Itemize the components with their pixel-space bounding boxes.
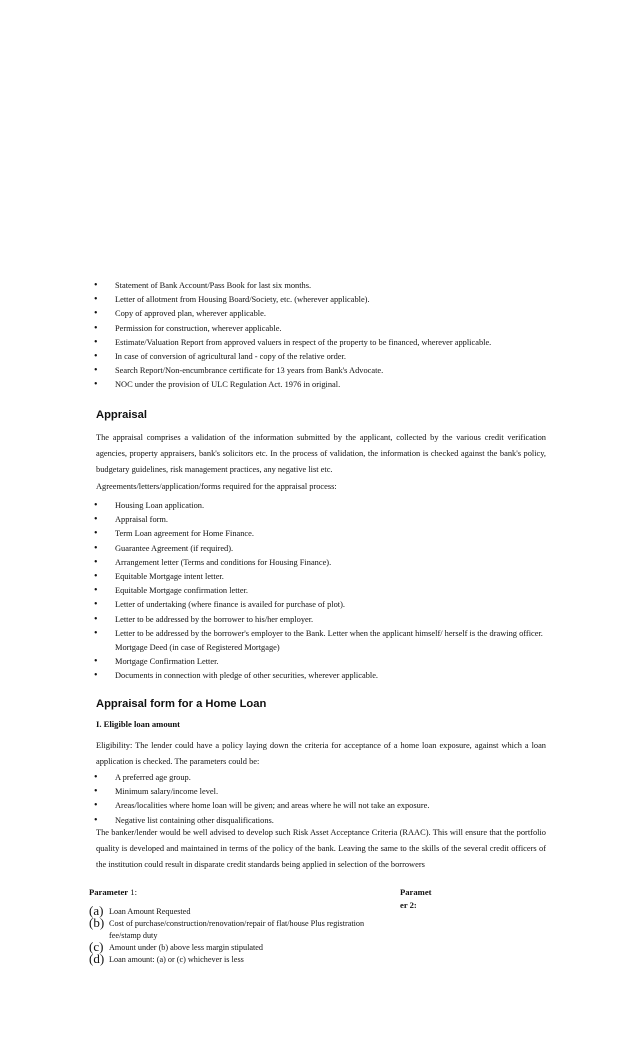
list-item: • Guarantee Agreement (if required).: [94, 542, 554, 556]
documents-list: [94, 279, 554, 393]
list-item: • Letter to be addressed by the borrower to his/her employer.: [94, 613, 554, 627]
list-item: • Areas/localities where home loan will be given; and areas where he will not take an exposure.: [94, 799, 554, 813]
parameter-1-items: [89, 903, 389, 966]
list-item: • Search Report/Non-encumbrance certificate for 13 years from Bank's Advocate.: [94, 364, 554, 378]
parameter-item: (a) Loan Amount Requested: [89, 903, 191, 918]
bullet-icon: •: [94, 514, 98, 526]
list-item: • A preferred age group.: [94, 771, 554, 785]
bullet-icon: •: [94, 656, 98, 668]
list-item: • Appraisal form.: [94, 513, 554, 527]
bullet-icon: •: [94, 336, 98, 348]
parameter-item: (b) Cost of purchase/construction/renovation/repair of flat/house Plus registration fee/stamp duty: [89, 914, 365, 940]
list-item: • Negative list containing other disqualifications.: [94, 814, 554, 828]
list-item: • Mortgage Confirmation Letter.: [94, 655, 554, 669]
bullet-icon: •: [94, 351, 98, 363]
list-item: • Copy of approved plan, wherever applicable.: [94, 307, 554, 321]
appraisal-heading: Appraisal: [96, 409, 147, 421]
bullet-icon: •: [94, 670, 98, 682]
list-item: • Equitable Mortgage confirmation letter.: [94, 584, 554, 598]
bullet-icon: •: [94, 613, 98, 625]
bullet-icon: •: [94, 280, 98, 291]
bullet-icon: •: [94, 571, 98, 583]
list-item: • Equitable Mortgage intent letter.: [94, 570, 554, 584]
list-item: • Statement of Bank Account/Pass Book for last six months.: [94, 279, 554, 293]
appraisal-paragraph: The appraisal comprises a validation of the information submitted by the applicant, collected by the various credit verification agencies, property appraisers, bank's solicitors etc. In the process of validation, the information is checked against the bank's policy, budgetary guidelines, risk management practices, any negative list etc.: [96, 433, 546, 474]
bullet-icon: •: [94, 294, 98, 306]
list-item: • NOC under the provision of ULC Regulation Act. 1976 in original.: [94, 378, 554, 392]
bullet-icon: •: [94, 379, 98, 391]
bullet-icon: •: [94, 528, 98, 540]
bullet-icon: •: [94, 585, 98, 597]
bullet-icon: •: [94, 786, 98, 798]
appraisal-form-heading: Appraisal form for a Home Loan: [96, 698, 267, 710]
appraisal-documents-list: [94, 499, 554, 684]
bullet-icon: •: [94, 542, 98, 554]
list-item: • Housing Loan application.: [94, 499, 554, 513]
parameter-1-label: Parameter 1:: [89, 887, 137, 897]
eligibility-paragraph: Eligibility: The lender could have a policy laying down the criteria for acceptance of a home loan exposure, against which a loan application is checked. The parameters could be:: [96, 741, 546, 766]
bullet-icon: •: [94, 800, 98, 812]
list-item: • Minimum salary/income level.: [94, 785, 554, 799]
list-item: • Documents in connection with pledge of other securities, wherever applicable.: [94, 669, 554, 683]
list-item: • In case of conversion of agricultural land - copy of the relative order.: [94, 350, 554, 364]
eligible-loan-subheading: I. Eligible loan amount: [96, 719, 181, 729]
bullet-icon: •: [94, 365, 98, 377]
parameters-list: [94, 771, 554, 828]
bullet-icon: •: [94, 772, 98, 783]
parameter-item: (c) Amount under (b) above less margin stipulated: [89, 938, 264, 954]
parameter-2-label: Paramet er 2:: [400, 887, 432, 910]
list-item: • Permission for construction, wherever applicable.: [94, 322, 554, 336]
list-item: • Term Loan agreement for Home Finance.: [94, 527, 554, 541]
bullet-icon: •: [94, 308, 98, 320]
list-item: • Arrangement letter (Terms and conditions for Housing Finance).: [94, 556, 554, 570]
bullet-icon: •: [94, 556, 98, 568]
list-item: • Estimate/Valuation Report from approved valuers in respect of the property to be financed, wherever applicable.: [94, 336, 554, 350]
list-item: • Letter of undertaking (where finance is availed for purchase of plot).: [94, 598, 554, 612]
bullet-icon: •: [94, 322, 98, 334]
bullet-icon: •: [94, 599, 98, 611]
bullet-icon: •: [94, 814, 98, 826]
list-item: • Letter to be addressed by the borrower's employer to the Bank. Letter when the applicant himself/ herself is the drawing officer. Mortgage Deed (in case of Registered Mortgage): [94, 627, 543, 653]
list-item: • Letter of allotment from Housing Board/Society, etc. (wherever applicable).: [94, 293, 554, 307]
parameter-item: (d) Loan amount: (a) or (c) whichever is less: [89, 950, 244, 966]
raac-paragraph: The banker/lender would be well advised to develop such Risk Asset Acceptance Criteria (RAAC). This will ensure that the portfolio quality is developed and maintained in terms of the policy of the bank. Leaving the same to the skills of the several credit officers of the institution could result in disparate credit standards being applied in selection of the borrowers: [96, 828, 546, 869]
appraisal-list-intro: Agreements/letters/application/forms required for the appraisal process:: [96, 482, 337, 491]
bullet-icon: •: [94, 500, 98, 511]
bullet-icon: •: [94, 627, 98, 639]
